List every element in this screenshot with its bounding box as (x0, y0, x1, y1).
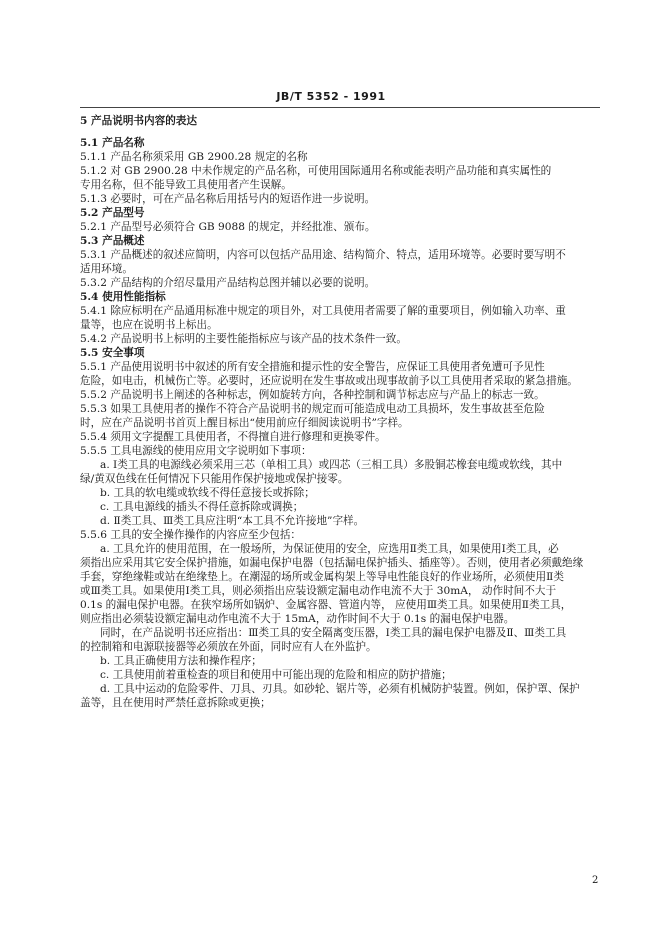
document-body (80, 114, 600, 710)
section-heading: 5 产品说明书内容的表达 (80, 115, 197, 127)
text-line: a. 工具允许的使用范围，在一般场所，为保证使用的安全，应选用Ⅱ类工具，如果使用Ⅰ类工具，必 (100, 543, 559, 555)
text-line: 同时，在产品说明书还应指出：Ⅲ类工具的安全隔离变压器，Ⅰ类工具的漏电保护电器及Ⅱ、Ⅲ类工具 (100, 627, 567, 639)
text-line: 5.1.2 对 GB 2900.28 中未作规定的产品名称，可使用国际通用名称或能表明产品功能和真实属性的 (80, 165, 552, 177)
text-line: 时，应在产品说明书首页上醒目标出“使用前应仔细阅读说明书”字样。 (80, 417, 409, 429)
spacer (80, 128, 600, 136)
text-line: 量等，也应在说明书上标出。 (80, 319, 218, 331)
text-line: 适用环境。 (80, 263, 133, 275)
section-heading: 5.3 产品概述 (80, 235, 145, 247)
text-line: 5.1.1 产品名称须采用 GB 2900.28 规定的名称 (80, 151, 308, 163)
text-line: a. Ⅰ类工具的电源线必须采用三芯（单相工具）或四芯（三相工具）多股铜芯橡套电缆或软线，其中 (100, 459, 563, 471)
text-line: 5.5.6 工具的安全操作操作的内容应至少包括： (80, 529, 302, 541)
section-heading: 5.2 产品型号 (80, 207, 145, 219)
text-line: 绿/黄双色线在任何情况下只能用作保护接地或保护接零。 (80, 473, 349, 485)
text-line: 须指出应采用其它安全保护措施，如漏电保护电器（包括漏电保护插头、插座等）。否则，使用者必须戴绝缘 (80, 557, 584, 569)
text-line: b. 工具正确使用方法和操作程序； (100, 655, 262, 667)
text-line: c. 工具电源线的插头不得任意拆除或调换； (100, 501, 304, 513)
text-line: 5.2.1 产品型号必须符合 GB 9088 的规定，并经批准、颁布。 (80, 221, 376, 233)
text-line: 危险，如电击，机械伤亡等。必要时，还应说明在发生事故或出现事故前予以工具使用者采取的紧急措施。 (80, 375, 578, 387)
section-heading: 5.5 安全事项 (80, 347, 145, 359)
text-line: 5.1.3 必要时，可在产品名称后用括号内的短语作进一步说明。 (80, 193, 376, 205)
text-line: 5.5.1 产品使用说明书中叙述的所有安全措施和提示性的安全警告，应保证工具使用者免遭可予见性 (80, 361, 545, 373)
text-line: 0.1s 的漏电保护电器。在狭窄场所如锅炉、金属容器、管道内等， 应使用Ⅲ类工具。如果使用Ⅱ类工具， (80, 599, 572, 611)
header-rule (80, 107, 600, 108)
page-number: 2 (592, 875, 599, 886)
section-heading: 5.1 产品名称 (80, 137, 145, 149)
text-line: 5.5.2 产品说明书上阐述的各种标志，例如旋转方向，各种控制和调节标志应与产品上的标志一致。 (80, 389, 545, 401)
text-line: 5.5.3 如果工具使用者的操作不符合产品说明书的规定而可能造成电动工具损坏，发生事故甚至危险 (80, 403, 545, 415)
standard-header: JB/T 5352 - 1991 (276, 90, 386, 103)
text-line: 5.3.1 产品概述的叙述应简明，内容可以包括产品用途、结构简介、特点，适用环境等。必要时要写明不 (80, 249, 566, 261)
text-line: 的控制箱和电源联接器等必须放在外面，同时应有人在外监护。 (80, 641, 377, 653)
text-line: d. Ⅱ类工具、Ⅲ类工具应注明“本工具不允许接地”字样。 (100, 515, 365, 527)
text-line: 或Ⅲ类工具。如果使用Ⅰ类工具，则必须指出应装设额定漏电动作电流不大于 30mA， 动作时间不大于 (80, 585, 557, 597)
text-line: 盖等，且在使用时严禁任意拆除或更换； (80, 697, 271, 709)
text-line: 5.4.1 除应标明在产品通用标准中规定的项目外，对工具使用者需要了解的重要项目，例如输入功率、重 (80, 305, 566, 317)
text-line: 则应指出必须装设额定漏电动作电流不大于 15mA，动作时间不大于 0.1s 的漏电保护电器。 (80, 613, 515, 625)
text-line: 手套，穿绝缘鞋或站在绝缘垫上。在潮湿的场所或金属构架上等导电性能良好的作业场所，必须使用Ⅱ类 (80, 571, 564, 583)
text-line: 专用名称，但不能导致工具使用者产生误解。 (80, 179, 292, 191)
text-line: 5.5.4 须用文字提醒工具使用者，不得擅自进行修理和更换零件。 (80, 431, 386, 443)
text-line: 5.5.5 工具电源线的使用应用文字说明如下事项： (80, 445, 312, 457)
text-line: 5.3.2 产品结构的介绍尽量用产品结构总图并辅以必要的说明。 (80, 277, 376, 289)
text-line: c. 工具使用前着重检查的项目和使用中可能出现的危险和相应的防护措施； (100, 669, 452, 681)
text-line: d. 工具中运动的危险零件、刀具、刃具。如砂轮、锯片等，必须有机械防护装置。例如，保护罩、保护 (100, 683, 580, 695)
section-heading: 5.4 使用性能指标 (80, 291, 166, 303)
text-line: b. 工具的软电缆或软线不得任意接长或拆除； (100, 487, 315, 499)
text-line: 5.4.2 产品说明书上标明的主要性能指标应与该产品的技术条件一致。 (80, 333, 407, 345)
